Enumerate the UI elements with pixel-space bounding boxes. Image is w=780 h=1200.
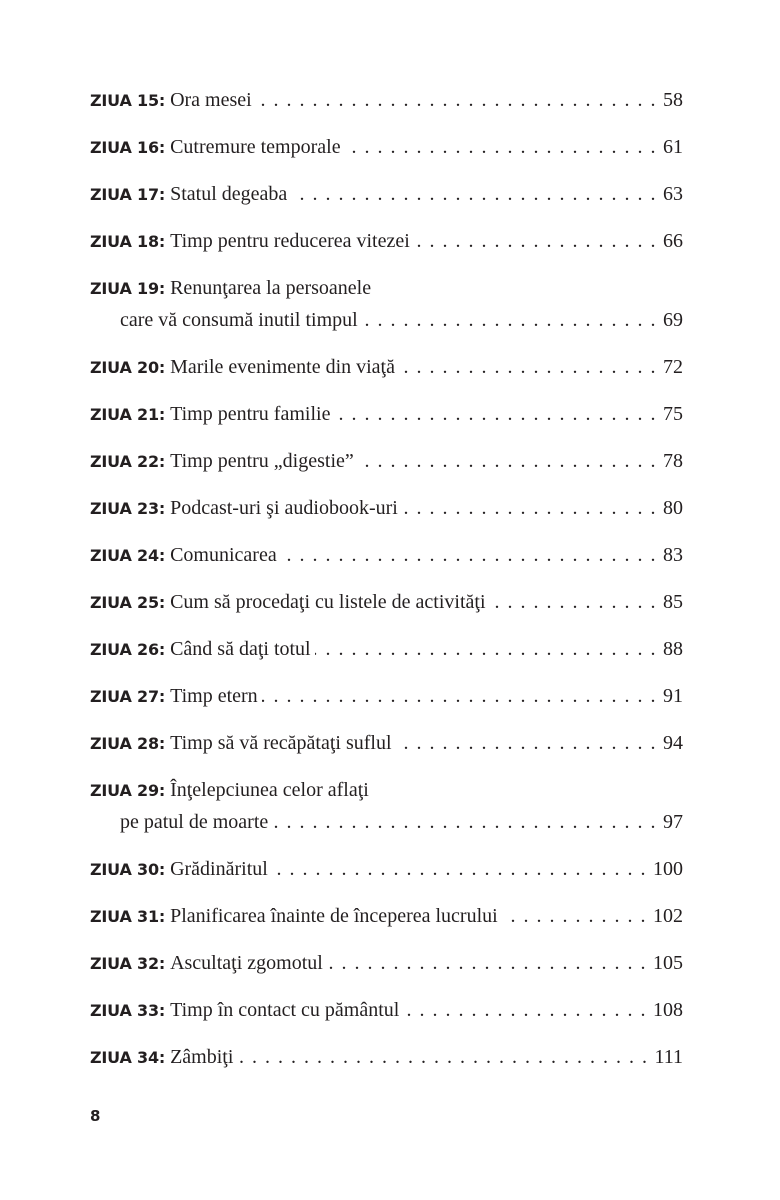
entry-label: ZIUA 34: (90, 1048, 166, 1067)
dot-leader (334, 398, 657, 430)
entry-page: 66 (663, 230, 683, 252)
entry-title: Înţelepciunea celor aflaţi (170, 779, 369, 801)
entry-title: Cutremure temporale (170, 136, 341, 158)
entry-title: Grădinăritul (170, 858, 268, 880)
toc-line (90, 445, 683, 477)
toc-entry[interactable] (90, 84, 683, 116)
entry-page: 83 (663, 544, 683, 566)
entry-label: ZIUA 22: (90, 452, 166, 471)
dot-leader (237, 1041, 648, 1073)
toc-line (90, 304, 683, 336)
page-number: 8 (90, 1107, 101, 1125)
entry-page: 72 (663, 356, 683, 378)
entry-title: Timp pentru familie (170, 403, 331, 425)
entry-label: ZIUA 15: (90, 91, 166, 110)
entry-title: Timp pentru „digestie” (170, 450, 354, 472)
toc-line (90, 131, 683, 163)
toc-entry[interactable] (90, 633, 683, 665)
toc-line (90, 853, 683, 885)
dot-leader (414, 225, 657, 257)
toc-entry[interactable] (90, 586, 683, 618)
toc-line (90, 900, 683, 932)
entry-label: ZIUA 29: (90, 781, 166, 800)
entry-label: ZIUA 21: (90, 405, 166, 424)
entry-label: ZIUA 17: (90, 185, 166, 204)
dot-leader (281, 539, 657, 571)
toc-entry[interactable] (90, 539, 683, 571)
entry-title: Timp pentru reducerea vitezei (170, 230, 410, 252)
entry-title: Planificarea înainte de începerea lucrului (170, 905, 498, 927)
entry-page: 69 (663, 309, 683, 331)
entry-page: 88 (663, 638, 683, 660)
toc-entry[interactable] (90, 492, 683, 524)
toc-line (90, 178, 683, 210)
dot-leader (358, 445, 657, 477)
entry-title: Zâmbiţi (170, 1046, 234, 1068)
toc-entry[interactable] (90, 398, 683, 430)
table-of-contents (90, 84, 683, 1088)
entry-page: 58 (663, 89, 683, 111)
entry-label: ZIUA 26: (90, 640, 166, 659)
entry-label: ZIUA 23: (90, 499, 166, 518)
toc-line (90, 947, 683, 979)
entry-label: ZIUA 24: (90, 546, 166, 565)
dot-leader (291, 178, 657, 210)
toc-entry[interactable] (90, 272, 683, 336)
toc-line (90, 492, 683, 524)
toc-line (90, 351, 683, 383)
toc-line (90, 727, 683, 759)
entry-label: ZIUA 27: (90, 687, 166, 706)
toc-line (90, 84, 683, 116)
toc-line (90, 398, 683, 430)
toc-entry[interactable] (90, 853, 683, 885)
entry-label: ZIUA 28: (90, 734, 166, 753)
toc-entry[interactable] (90, 680, 683, 712)
entry-title: Renunţarea la persoanele (170, 277, 372, 299)
entry-label: ZIUA 31: (90, 907, 166, 926)
entry-label: ZIUA 20: (90, 358, 166, 377)
toc-entry[interactable] (90, 225, 683, 257)
toc-line (90, 806, 683, 838)
entry-page: 63 (663, 183, 683, 205)
dot-leader (272, 806, 657, 838)
toc-line (90, 272, 683, 304)
entry-title: Când să daţi totul (170, 638, 311, 660)
toc-entry[interactable] (90, 947, 683, 979)
toc-line (90, 633, 683, 665)
entry-page: 78 (663, 450, 683, 472)
entry-page: 97 (663, 811, 683, 833)
entry-title: Timp etern (170, 685, 258, 707)
entry-title: Timp în contact cu pământul (170, 999, 400, 1021)
toc-line (90, 1041, 683, 1073)
entry-page: 80 (663, 497, 683, 519)
entry-title: pe patul de moarte (120, 811, 269, 833)
dot-leader (272, 853, 647, 885)
toc-entry[interactable] (90, 727, 683, 759)
dot-leader (315, 633, 657, 665)
dot-leader (490, 586, 657, 618)
entry-page: 105 (653, 952, 683, 974)
entry-page: 100 (653, 858, 683, 880)
toc-line (90, 225, 683, 257)
entry-page: 102 (653, 905, 683, 927)
entry-page: 61 (663, 136, 683, 158)
entry-label: ZIUA 16: (90, 138, 166, 157)
toc-line (90, 680, 683, 712)
entry-title: Cum să procedaţi cu listele de activităţi (170, 591, 486, 613)
entry-page: 108 (653, 999, 683, 1021)
entry-label: ZIUA 25: (90, 593, 166, 612)
toc-line (90, 994, 683, 1026)
entry-title: Marile evenimente din viaţă (170, 356, 395, 378)
dot-leader (362, 304, 657, 336)
toc-entry[interactable] (90, 1041, 683, 1073)
dot-leader (345, 131, 657, 163)
entry-label: ZIUA 32: (90, 954, 166, 973)
entry-label: ZIUA 18: (90, 232, 166, 251)
dot-leader (327, 947, 647, 979)
dot-leader (396, 727, 657, 759)
dot-leader (502, 900, 647, 932)
entry-title: Statul degeaba (170, 183, 288, 205)
entry-title: Ora mesei (170, 89, 252, 111)
toc-entry[interactable] (90, 178, 683, 210)
entry-title: Ascultaţi zgomotul (170, 952, 323, 974)
entry-page: 75 (663, 403, 683, 425)
entry-title: Podcast-uri şi audiobook-uri (170, 497, 398, 519)
dot-leader (256, 84, 657, 116)
dot-leader (402, 492, 657, 524)
entry-title: care vă consumă inutil timpul (120, 309, 358, 331)
dot-leader (403, 994, 647, 1026)
entry-title: Timp să vă recăpătaţi suflul (170, 732, 392, 754)
toc-entry[interactable] (90, 351, 683, 383)
toc-line (90, 774, 683, 806)
toc-entry[interactable] (90, 774, 683, 838)
entry-label: ZIUA 19: (90, 279, 166, 298)
toc-entry[interactable] (90, 445, 683, 477)
toc-line (90, 539, 683, 571)
entry-label: ZIUA 30: (90, 860, 166, 879)
entry-page: 111 (654, 1046, 683, 1068)
entry-page: 94 (663, 732, 683, 754)
toc-entry[interactable] (90, 994, 683, 1026)
entry-label: ZIUA 33: (90, 1001, 166, 1020)
toc-entry[interactable] (90, 131, 683, 163)
dot-leader (399, 351, 657, 383)
dot-leader (262, 680, 657, 712)
entry-page: 91 (663, 685, 683, 707)
entry-page: 85 (663, 591, 683, 613)
toc-line (90, 586, 683, 618)
entry-title: Comunicarea (170, 544, 277, 566)
toc-entry[interactable] (90, 900, 683, 932)
